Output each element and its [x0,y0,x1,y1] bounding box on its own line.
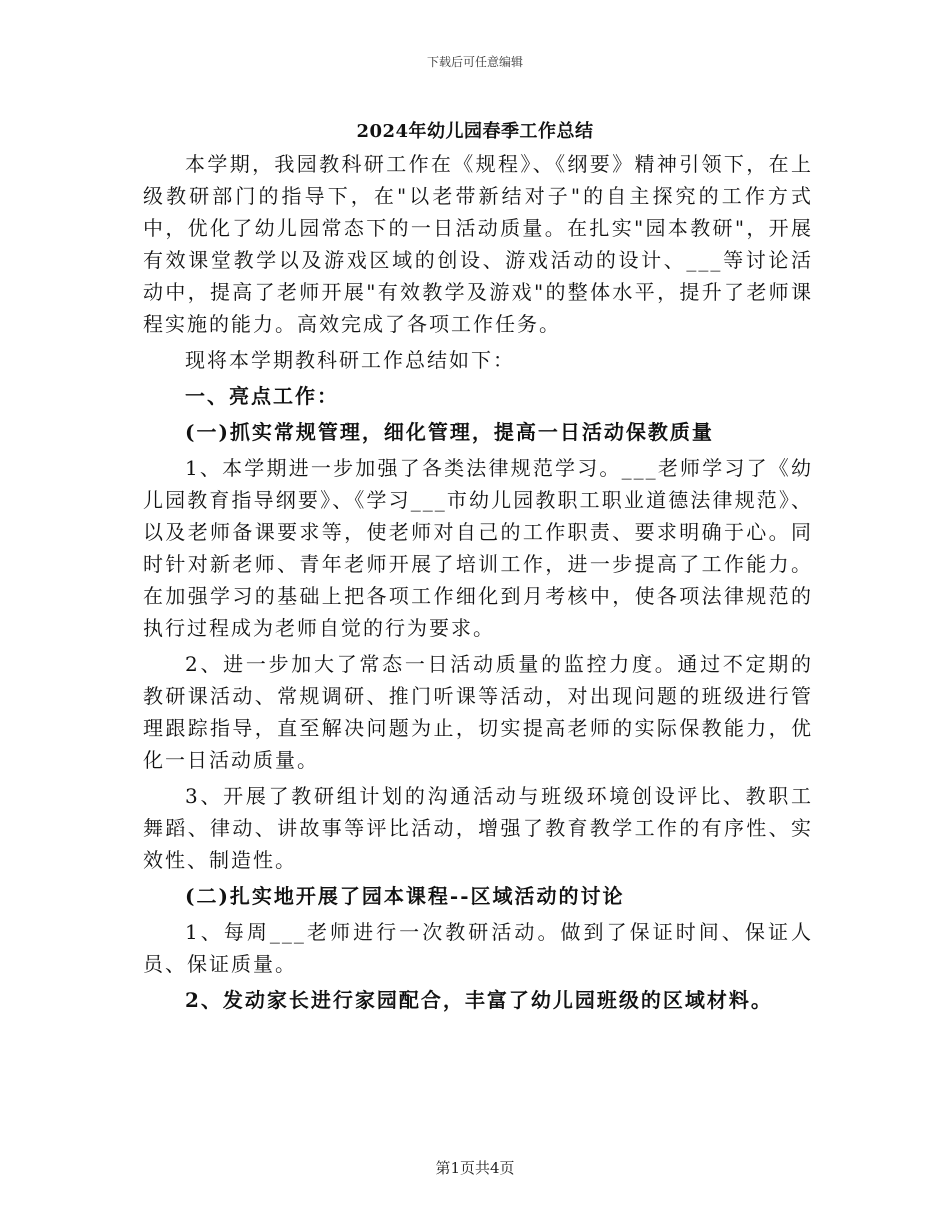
paragraph-item-3: 3、开展了教研组计划的沟通活动与班级环境创设评比、教职工舞蹈、律动、讲故事等评比活动，增强了教育教学工作的有序性、实效性、制造性。 [143,784,813,872]
subsection-heading-curriculum: (二)扎实地开展了园本课程--区域活动的讨论 [185,884,625,908]
paragraph-item-2: 2、进一步加大了常态一日活动质量的监控力度。通过不定期的教研课活动、常规调研、推门听课等活动，对出现问题的班级进行管理跟踪指导，直至解决问题为止，切实提高老师的实际保教能力，优化一日活动质量。 [143,652,813,772]
paragraph-weekly-research: 1、每周___老师进行一次教研活动。做到了保证时间、保证人员、保证质量。 [143,920,813,976]
document-body [143,148,813,1020]
page-header-note: 下载后可任意编辑 [426,55,523,69]
paragraph-intro: 本学期，我园教科研工作在《规程》、《纲要》精神引领下，在上级教研部门的指导下，在"以老带新结对子"的自主探究的工作方式中，优化了幼儿园常态下的一日活动质量。在扎实"园本教研"，开展有效课堂教学以及游戏区域的创设、游戏活动的设计、___等讨论活动中，提高了老师开展"有效教学及游戏"的整体水平，提升了老师课程实施的能力。高效完成了各项工作任务。 [143,152,813,336]
document-title: 2024年幼儿园春季工作总结 [356,121,594,142]
page-number-footer: 第1页共4页 [435,1159,515,1177]
subsection-heading-routine-management: (一)抓实常规管理，细化管理，提高一日活动保教质量 [185,420,714,444]
paragraph-parent-cooperation: 2、发动家长进行家园配合，丰富了幼儿园班级的区域材料。 [185,988,773,1012]
paragraph-summary-lead: 现将本学期教科研工作总结如下： [185,348,515,372]
section-heading-highlights: 一、亮点工作： [185,384,339,408]
paragraph-item-1: 1、本学期进一步加强了各类法律规范学习。___老师学习了《幼儿园教育指导纲要》、《学习___市幼儿园教职工职业道德法律规范》、以及老师备课要求等，使老师对自己的工作职责、要求明确于心。同时针对新老师、青年老师开展了培训工作，进一步提高了工作能力。在加强学习的基础上把各项工作细化到月考核中，使各项法律规范的执行过程成为老师自觉的行为要求。 [143,456,813,640]
